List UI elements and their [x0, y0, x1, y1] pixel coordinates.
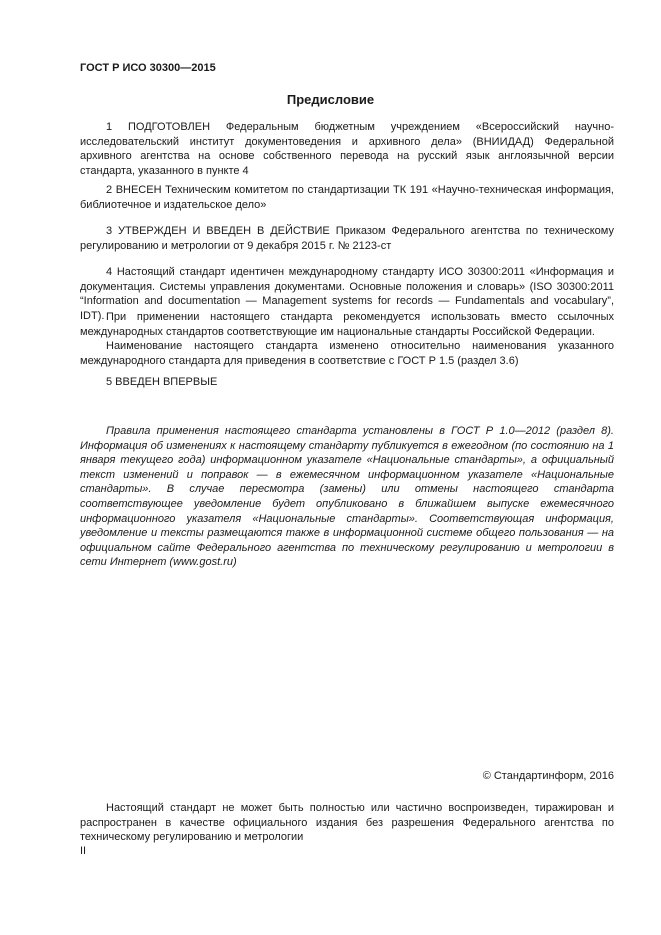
- paragraph-3: 3 УТВЕРЖДЕН И ВВЕДЕН В ДЕЙСТВИЕ Приказом Федерального агентства по техническому регулированию и метрологии от 9 декабря 2015 г. № 2123-ст: [80, 225, 614, 252]
- paragraph-4-note-1: При применении настоящего стандарта рекомендуется использовать вместо ссылочных международных стандартов соответствующие им национальные стандарты Российской Федерации.: [80, 311, 614, 338]
- page-number: II: [80, 845, 87, 857]
- paragraph-5: 5 ВВЕДЕН ВПЕРВЫЕ: [106, 376, 218, 388]
- paragraph-1: 1 ПОДГОТОВЛЕН Федеральным бюджетным учреждением «Всероссийский научно-исследовательский институт документоведения и архивного дела» (ВНИИДАД) Федеральной архивного агентства на основе собственного перевода на русский язык англоязычной версии стандарта, указанного в пункте 4: [80, 121, 614, 177]
- reproduction-notice: Настоящий стандарт не может быть полностью или частично воспроизведен, тиражирован и распространен в качестве официального издания без разрешения Федерального агентства по техническому регулированию и метрологии: [80, 802, 614, 844]
- page-title: Предисловие: [286, 92, 375, 107]
- paragraph-2: 2 ВНЕСЕН Техническим комитетом по стандартизации ТК 191 «Научно-техническая информация, библиотечное и издательское дело»: [80, 184, 614, 211]
- document-header: ГОСТ Р ИСО 30300—2015: [80, 62, 216, 74]
- application-rules-note: Правила применения настоящего стандарта установлены в ГОСТ Р 1.0—2012 (раздел 8). Информация об изменениях к настоящему стандарту публикуется в ежегодном (по состоянию на 1 января текущего года) информационном указателе «Национальные стандарты», а официальный текст изменений и поправок — в ежемесячном информационном указателе «Национальные стандарты». В случае пересмотра (замены) или отмены настоящего стандарта соответствующее уведомление будет опубликовано в ближайшем выпуске ежемесячного информационного указателя «Национальные стандарты». Соответствующая информация, уведомление и тексты размещаются также в информационной системе общего пользования — на официальном сайте Федерального агентства по техническому регулированию и метрологии в сети Интернет (www.gost.ru): [80, 425, 614, 569]
- paragraph-4-note-2: Наименование настоящего стандарта изменено относительно наименования указанного международного стандарта для приведения в соответствие с ГОСТ Р 1.5 (раздел 3.6): [80, 340, 614, 367]
- copyright-notice: © Стандартинформ, 2016: [482, 770, 614, 782]
- paragraph-4: 4 Настоящий стандарт идентичен международному стандарту ИСО 30300:2011 «Информация и документация. Системы управления документами. Основные положения и словарь» (ISO 30300:2011 “Information and documentation — Management systems for records — Fundamentals and vocabulary”, IDT).: [80, 266, 614, 322]
